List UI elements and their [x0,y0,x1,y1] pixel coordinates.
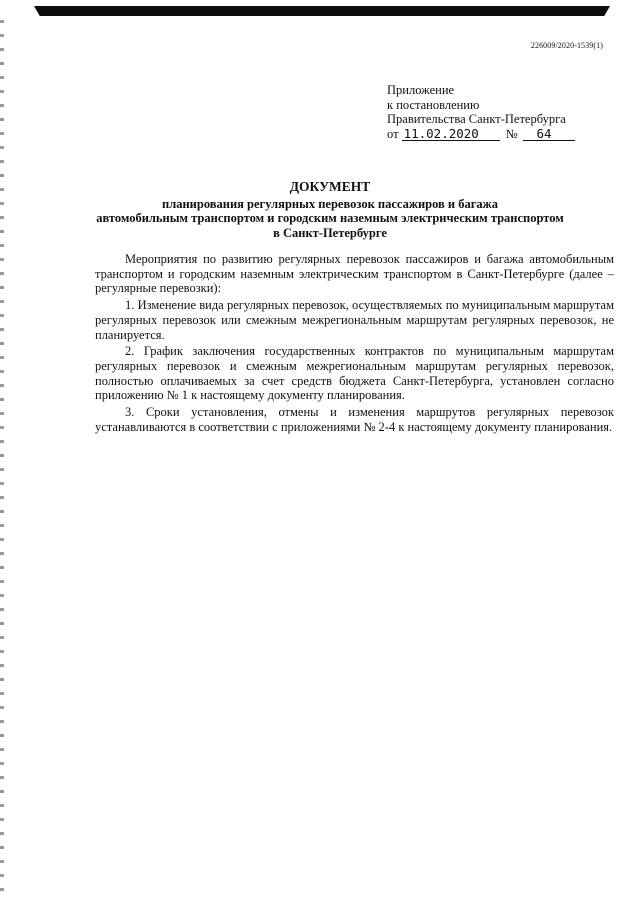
appendix-line-1: Приложение [387,83,455,97]
paragraph-item-1: 1. Изменение вида регулярных перевозок, осуществляемых по муниципальным маршрутам регулярных перевозок или смежным межрегиональным маршрутам регулярных перевозок, не планируется. [95,298,614,342]
appendix-date-line [387,127,575,142]
scan-left-edge [0,20,4,900]
paragraph-item-3: 3. Сроки установления, отмены и изменения маршрутов регулярных перевозок устанавливаются в соответствии с приложениями № 2-4 к настоящему документу планирования. [95,405,614,434]
appendix-block [387,83,575,141]
document-id: 226009/2020-1539(1) [530,41,603,50]
document-title [60,180,600,240]
paragraph-item-2: 2. График заключения государственных контрактов по муниципальным маршрутам регулярных перевозок и смежным межрегиональным маршрутам регулярных перевозок, полностью оплачиваемых за счет средств бюджета Санкт-Петербурга, установлен согласно приложению № 1 к настоящему документу планирования. [95,344,614,403]
appendix-line-3: Правительства Санкт-Петербурга [387,112,566,127]
document-body [95,252,614,436]
date-prefix: от [387,126,399,141]
title-line-2: автомобильным транспортом и городским наземным электрическим транспортом [96,211,564,226]
title-line-1: планирования регулярных перевозок пассажиров и багажа [162,196,498,211]
title-line-3: в Санкт-Петербурге [273,225,387,240]
paragraph-intro: Мероприятия по развитию регулярных перевозок пассажиров и багажа автомобильным транспортом и городским наземным электрическим транспортом в Санкт-Петербурге (далее – регулярные перевозки): [95,252,614,296]
date-field: 11.02.2020 [402,127,500,141]
title-heading: ДОКУМЕНТ [289,179,371,194]
scan-top-border [34,6,610,16]
number-field: 64 [523,127,575,141]
number-prefix: № [505,126,518,141]
appendix-line-2: к постановлению [387,97,480,112]
